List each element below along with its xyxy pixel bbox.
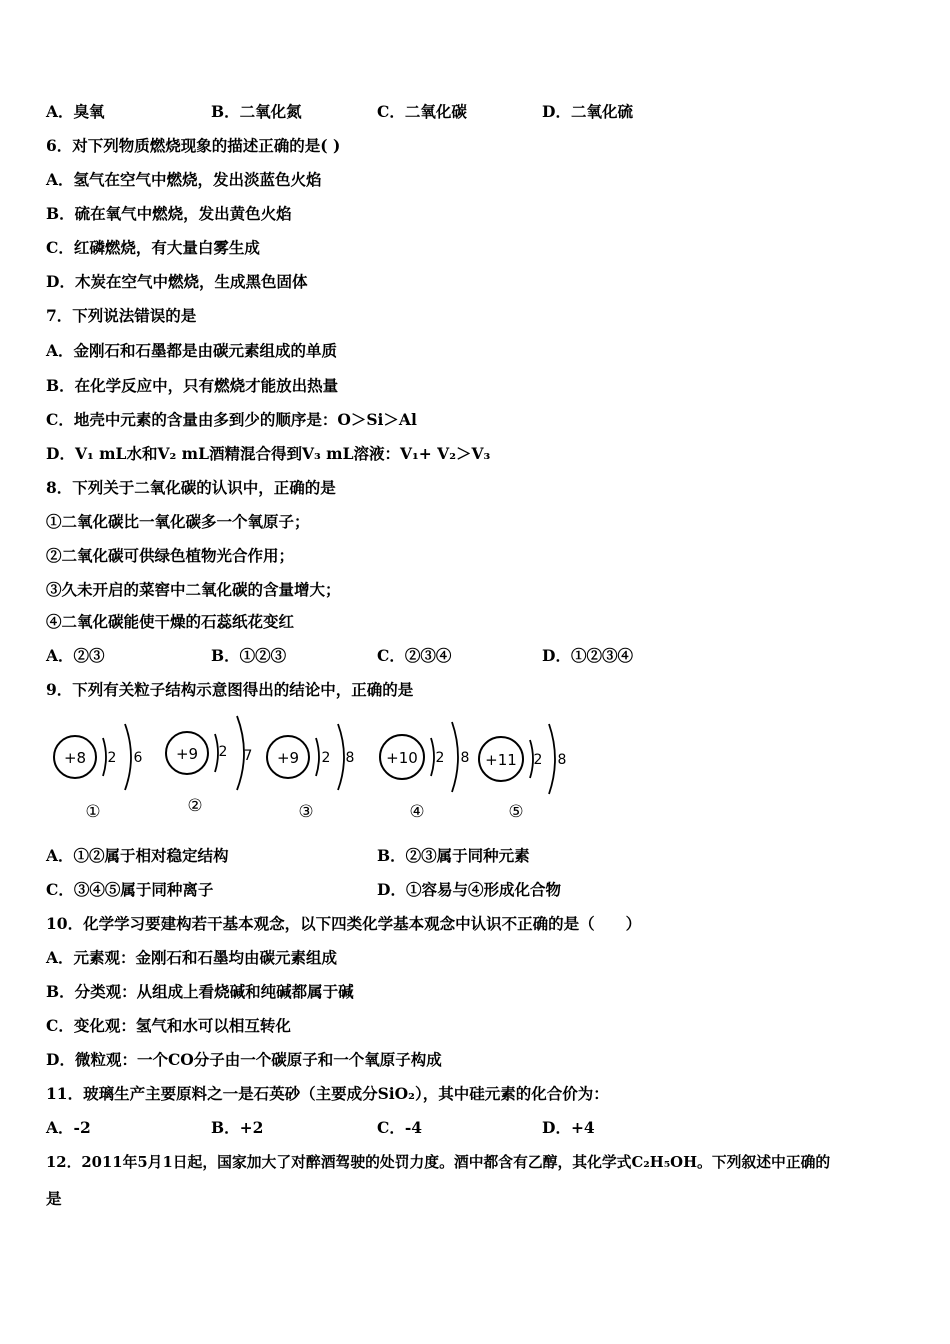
q9-option-d: D．①容易与④形成化合物 [377, 880, 561, 899]
q8-statement-2: ②二氧化碳可供绿色植物光合作用； [46, 546, 295, 565]
particle-3-shell-1: 2 [321, 750, 331, 766]
particle-1-label: ① [85, 802, 101, 822]
q8-option-c: C．②③④ [377, 646, 452, 665]
particle-4 [380, 722, 469, 822]
q8-statement-3: ③久未开启的菜窖中二氧化碳的含量增大； [46, 580, 341, 599]
particle-1 [54, 724, 143, 822]
particle-4-label: ④ [409, 802, 425, 822]
q10-option-a: A．元素观：金刚石和石墨均由碳元素组成 [46, 948, 338, 967]
particle-3-nucleus: +9 [276, 749, 300, 767]
particle-4-shell-1: 2 [435, 750, 445, 766]
particle-5-shell-1: 2 [533, 752, 543, 768]
q5-option-c: C．二氧化碳 [377, 102, 467, 121]
q5-option-d: D．二氧化硫 [542, 102, 633, 121]
particle-1-shell-1: 2 [107, 750, 117, 766]
q5-option-a: A．臭氧 [46, 102, 105, 121]
q7-option-d: D．V₁ mL水和V₂ mL酒精混合得到V₃ mL溶液：V₁+ V₂＞V₃ [46, 444, 491, 463]
particle-4-shell-2: 8 [460, 750, 470, 766]
q12-stem-line-1: 12．2011年5月1日起，国家加大了对醉酒驾驶的处罚力度。酒中都含有乙醇，其化学式C₂H₅OH。下列叙述中正确的 [46, 1154, 831, 1171]
particle-2 [166, 716, 252, 816]
particle-2-label: ② [187, 796, 203, 816]
q7-option-b: B．在化学反应中，只有燃烧才能放出热量 [46, 376, 339, 395]
q8-statement-4: ④二氧化碳能使干燥的石蕊纸花变红 [46, 612, 295, 631]
particle-3-shell-2: 8 [345, 750, 355, 766]
q11-option-a: A．-2 [46, 1118, 91, 1137]
q8-option-b: B．①②③ [211, 646, 287, 665]
particle-5-shell-2: 8 [557, 752, 567, 768]
q6-option-a: A．氢气在空气中燃烧，发出淡蓝色火焰 [46, 170, 322, 189]
q6-stem: 6．对下列物质燃烧现象的描述正确的是( ) [46, 136, 341, 155]
q11-stem: 11．玻璃生产主要原料之一是石英砂（主要成分SiO₂），其中硅元素的化合价为： [46, 1084, 609, 1103]
q8-stem: 8．下列关于二氧化碳的认识中，正确的是 [46, 478, 336, 497]
q7-stem: 7．下列说法错误的是 [46, 306, 197, 325]
particle-2-nucleus: +9 [175, 745, 199, 763]
particle-5 [479, 724, 566, 822]
q10-option-c: C．变化观：氢气和水可以相互转化 [46, 1016, 291, 1035]
q10-option-b: B．分类观：从组成上看烧碱和纯碱都属于碱 [46, 982, 354, 1001]
q12-stem-line-2: 是 [46, 1189, 62, 1208]
q9-option-b: B．②③属于同种元素 [377, 846, 530, 865]
q11-option-c: C．-4 [377, 1118, 423, 1137]
q5-option-b: B．二氧化氮 [211, 102, 302, 121]
particle-1-nucleus: +8 [63, 749, 87, 767]
q8-statement-1: ①二氧化碳比一氧化碳多一个氧原子； [46, 512, 310, 531]
q9-option-c: C．③④⑤属于同种离子 [46, 880, 214, 899]
q6-option-c: C．红磷燃烧，有大量白雾生成 [46, 238, 260, 257]
q9-option-a: A．①②属于相对稳定结构 [46, 846, 229, 865]
q11-option-b: B．+2 [211, 1118, 264, 1137]
q8-option-a: A．②③ [46, 646, 105, 665]
q7-option-a: A．金刚石和石墨都是由碳元素组成的单质 [46, 341, 338, 360]
particle-1-shell-2: 6 [133, 750, 143, 766]
q7-option-c: C．地壳中元素的含量由多到少的顺序是：O＞Si＞Al [46, 410, 417, 429]
q8-option-d: D．①②③④ [542, 646, 633, 665]
particle-4-nucleus: +10 [386, 749, 418, 767]
q10-stem: 10．化学学习要建构若干基本观念，以下四类化学基本观念中认识不正确的是（ ） [46, 914, 642, 933]
particle-5-nucleus: +11 [485, 751, 517, 769]
q6-option-d: D．木炭在空气中燃烧，生成黑色固体 [46, 272, 308, 291]
q9-stem: 9．下列有关粒子结构示意图得出的结论中，正确的是 [46, 680, 414, 699]
particle-structure-diagrams [40, 710, 580, 830]
particle-3-label: ③ [298, 802, 314, 822]
particle-2-shell-1: 2 [218, 744, 228, 760]
q11-option-d: D．+4 [542, 1118, 595, 1137]
particle-5-label: ⑤ [508, 802, 524, 822]
particle-3 [267, 724, 354, 822]
q10-option-d: D．微粒观：一个CO分子由一个碳原子和一个氧原子构成 [46, 1050, 442, 1069]
q6-option-b: B．硫在氧气中燃烧，发出黄色火焰 [46, 204, 292, 223]
particle-2-shell-2: 7 [243, 748, 253, 764]
